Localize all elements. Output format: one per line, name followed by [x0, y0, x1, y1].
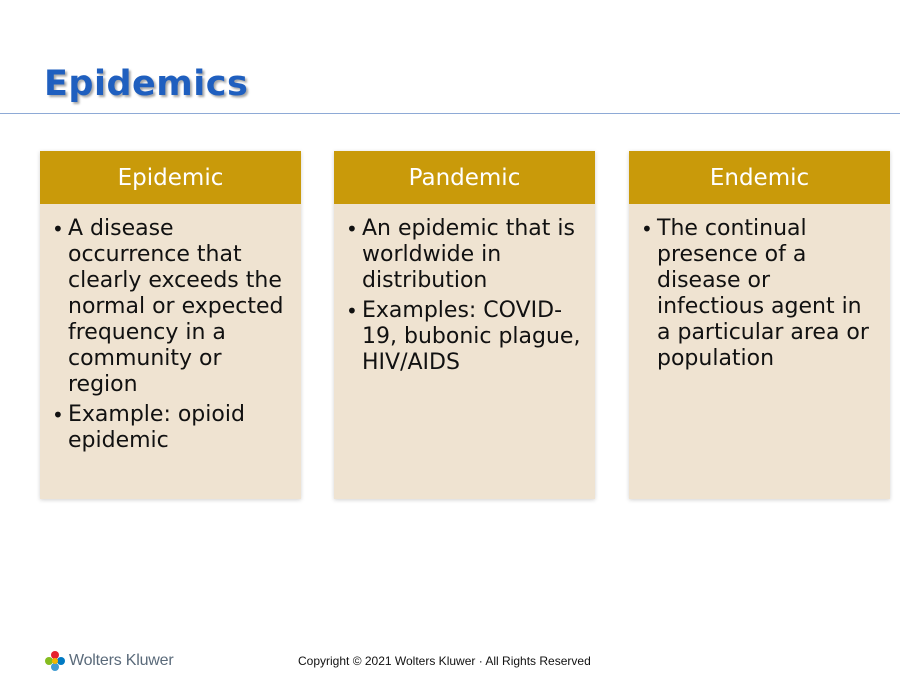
- bullet-dot-icon: •: [52, 217, 64, 241]
- bullet-dot-icon: •: [346, 299, 358, 323]
- wolters-kluwer-logo-icon: [44, 650, 66, 672]
- bullet-text: A disease occurrence that clearly exceeds the normal or expected frequency in a community or region: [68, 216, 284, 397]
- bullet-text: An epidemic that is worldwide in distribution: [362, 216, 575, 293]
- bullet-text: The continual presence of a disease or infectious agent in a particular area or population: [657, 216, 869, 371]
- card-header-epidemic: Epidemic: [40, 151, 301, 204]
- card-header-pandemic: Pandemic: [334, 151, 595, 204]
- bullet-item: [346, 216, 583, 294]
- bullet-dot-icon: •: [52, 403, 64, 427]
- bullet-item: [52, 402, 289, 454]
- wolters-kluwer-logo: [44, 650, 174, 672]
- bullet-item: [346, 298, 583, 376]
- card-epidemic: [40, 151, 301, 499]
- logo-text: Wolters Kluwer: [69, 652, 174, 669]
- card-body-pandemic: [334, 204, 595, 499]
- bullet-text: Examples: COVID-19, bubonic plague, HIV/AIDS: [362, 298, 581, 375]
- title-divider: [0, 113, 900, 114]
- bullet-dot-icon: •: [641, 217, 653, 241]
- bullet-dot-icon: •: [346, 217, 358, 241]
- card-pandemic: [334, 151, 595, 499]
- bullet-text: Example: opioid epidemic: [68, 402, 245, 453]
- card-body-endemic: [629, 204, 890, 499]
- card-endemic: [629, 151, 890, 499]
- slide-title: Epidemics: [44, 64, 249, 104]
- card-body-epidemic: [40, 204, 301, 499]
- bullet-item: [52, 216, 289, 398]
- bullet-item: [641, 216, 878, 372]
- card-header-endemic: Endemic: [629, 151, 890, 204]
- copyright-notice: Copyright © 2021 Wolters Kluwer · All Rights Reserved: [298, 654, 591, 668]
